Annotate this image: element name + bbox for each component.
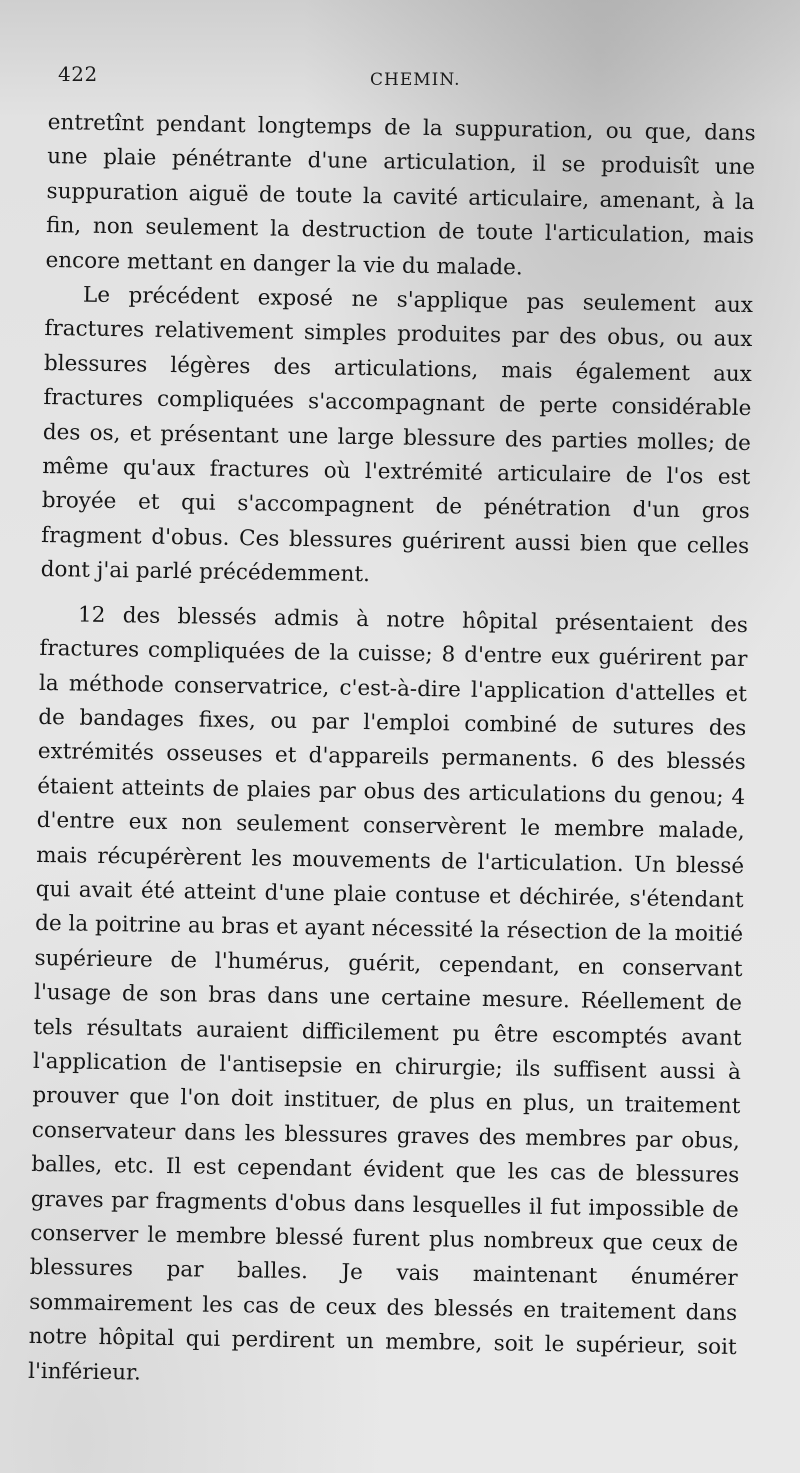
body-text — [28, 106, 756, 1400]
paragraph-statistics: 12 des blessés admis à notre hôpital présentaient des fractures compliquées de la cuisse; 8 d'entre eux guérirent par la méthode conservatrice, c'est-à-dire l'application d'attelles et de bandages fixes, ou par l'emploi combiné de sutures des extrémités osseuses et d'appareils permanents. 6 des blessés étaient atteints de plaies par obus des articulations du genou; 4 d'entre eux non seulement conservèrent le membre malade, mais récupérèrent les mouvements de l'articulation. Un blessé qui avait été atteint d'une plaie contuse et déchirée, s'étendant de la poitrine au bras et ayant nécessité la résection de la moitié supérieure de l'humérus, guérit, cependant, en conservant l'usage de son bras dans une certaine mesure. Réellement de tels résultats auraient difficilement pu être escomptés avant l'application de l'antisepsie en chirurgie; ils suffisent aussi à prouver que l'on doit instituer, de plus en plus, un traitement conservateur dans les blessures graves des membres par obus, balles, etc. Il est cependant évident que les cas de blessures graves par fragments d'obus dans lesquelles il fut impossible de conserver le membre blessé furent plus nombreux que ceux de blessures par balles. Je vais maintenant énumérer sommairement les cas de ceux des blessés en traitement dans notre hôpital qui perdirent un membre, soit le supérieur, soit l'inférieur. — [27, 602, 749, 1386]
page-number: 422 — [58, 62, 98, 86]
paragraph-expose: Le précédent exposé ne s'applique pas seulement aux fractures relativement simples produites par des obus, ou aux blessures légères des articulations, mais également aux fractures compliquées s'accompagnant de perte considérable des os, et présentant une large blessure des parties molles; de même qu'aux fractures où l'extrémité articulaire de l'os est broyée et qui s'accompagnent de pénétration d'un gros fragment d'obus. Ces blessures guérirent aussi bien que celles dont j'ai parlé précédemment. — [40, 282, 754, 588]
page-header — [58, 62, 758, 102]
paragraph-continuation: entretînt pendant longtemps de la suppuration, ou que, dans une plaie pénétrante d'une articulation, il se produisît une suppuration aiguë de toute la cavité articulaire, amenant, à la fin, non seulement la destruction de toute l'articulation, mais encore mettant en danger la vie du malade. — [45, 109, 756, 281]
running-head: CHEMIN. — [370, 70, 461, 90]
